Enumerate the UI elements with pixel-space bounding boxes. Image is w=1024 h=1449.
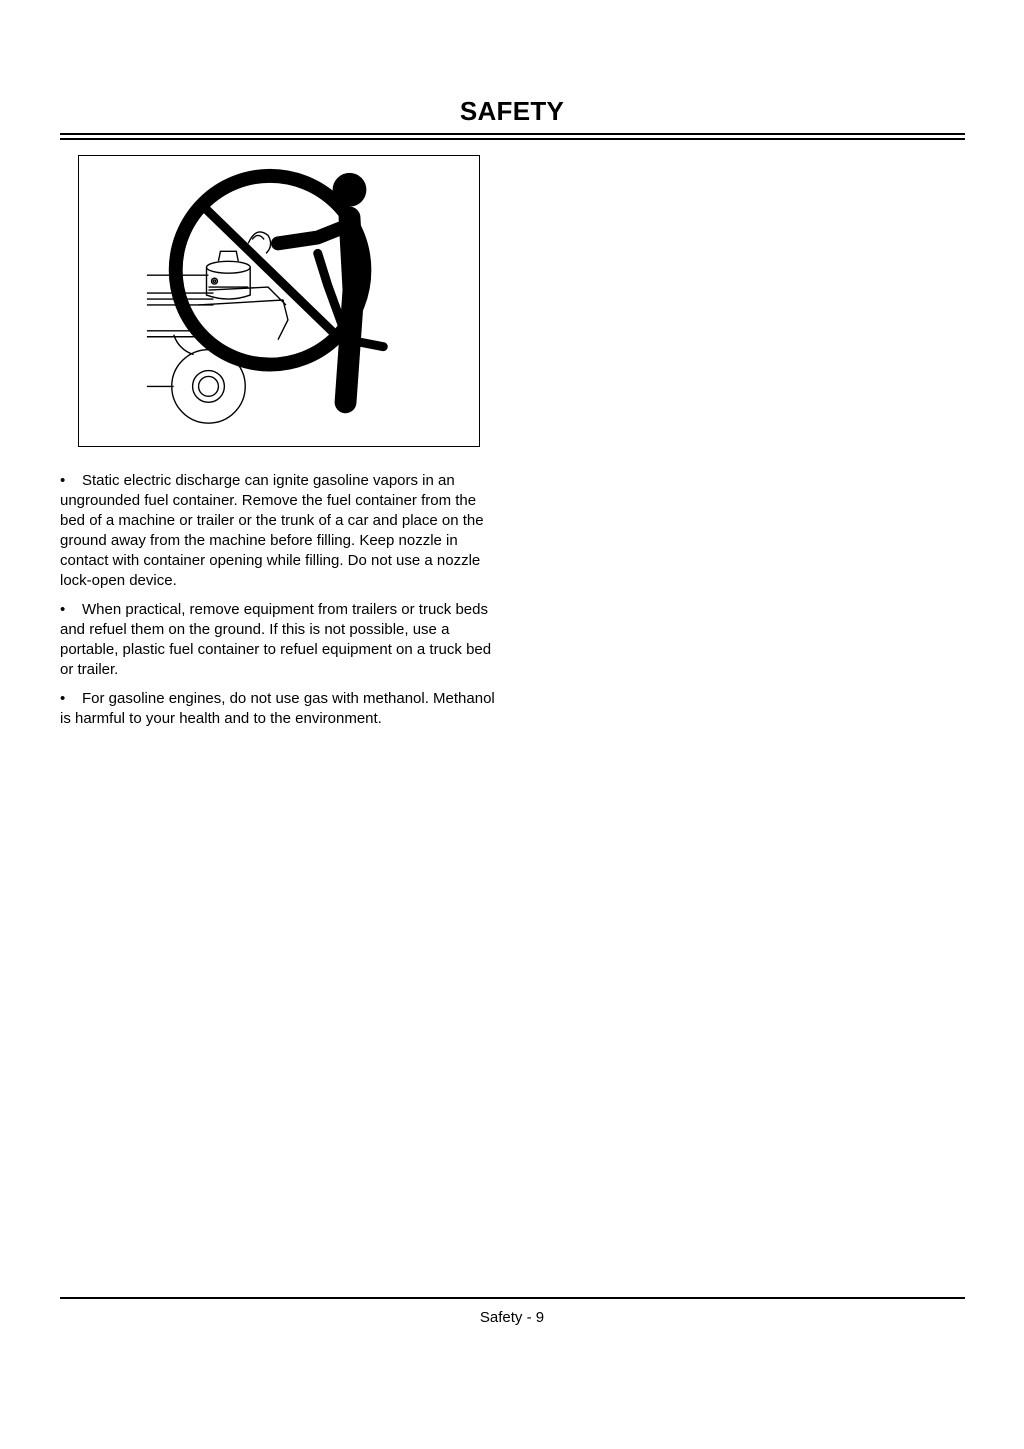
bullet-item-refuel-on-ground (60, 600, 500, 680)
footer-rule (60, 1297, 965, 1299)
bullet-item-static-discharge (60, 471, 500, 591)
bullet-text: For gasoline engines, do not use gas with methanol. Methanol is harmful to your health and to the environment. (60, 690, 495, 727)
header-double-rule (60, 133, 965, 140)
safety-illustration (78, 155, 480, 447)
bullet-text: When practical, remove equipment from trailers or truck beds and refuel them on the ground. If this is not possible, use a portable, plastic fuel container to refuel equipment on a truck bed or trailer. (60, 601, 492, 678)
page-number: Safety - 9 (479, 1309, 545, 1326)
bullet-text: Static electric discharge can ignite gasoline vapors in an ungrounded fuel container. Remove the fuel container from the bed of a machine or trailer or the trunk of a car and place on the ground away from the machine before filling. Keep nozzle in contact with container opening while filling. Do not use a nozzle lock-open device. (60, 472, 484, 589)
bullet-list (60, 471, 500, 738)
bullet-marker: • (60, 690, 66, 707)
page-title: SAFETY (459, 96, 565, 126)
bullet-item-methanol (60, 689, 500, 729)
bullet-marker: • (60, 472, 66, 489)
no-refueling-on-machine-icon (79, 156, 479, 446)
bullet-marker: • (60, 601, 66, 618)
